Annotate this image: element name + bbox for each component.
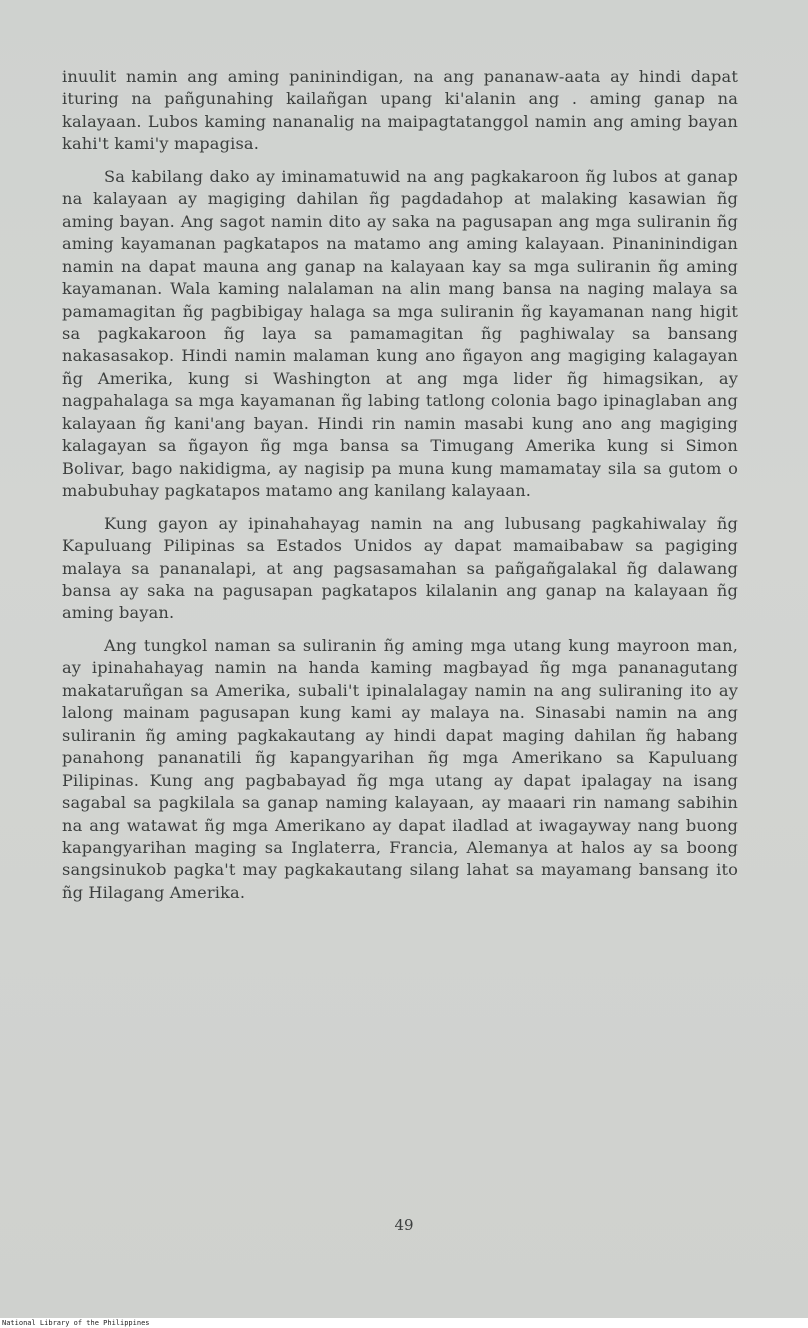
paragraph-2: Sa kabilang dako ay iminamatuwid na ang pagkakaroon ñg lubos at ganap na kalayaan ay magiging dahilan ñg pagdadahop at malaking kasawian ñg aming bayan. Ang sagot namin dito ay saka na pagusapan ang mga suliranin ñg aming kayamanan pagkatapos na matamo ang aming kalayaan. Pinaninindigan namin na dapat mauna ang ganap na kalayaan kay sa mga suliranin ñg aming kayamanan. Wala kaming nalalaman na alin mang bansa na naging malaya sa pamamagitan ñg pagbibigay halaga sa mga suliranin ñg kayamanan nang higit sa pagkakaroon ñg laya sa pamamagitan ñg paghiwalay sa bansang nakasasakop. Hindi namin malaman kung ano ñgayon ang magiging kalagayan ñg Amerika, kung si Washington at ang mga lider ñg himagsikan, ay nagpahalaga sa mga kayamanan ñg labing tatlong colonia bago ipinaglaban ang kalayaan ñg kani'ang bayan. Hindi rin namin masabi kung ano ang magiging kalagayan sa ñgayon ñg mga bansa sa Timugang Amerika kung si Simon Bolivar, bago nakidigma, ay nagisip pa muna kung mamamatay sila sa gutom o mabubuhay pagkatapos matamo ang kanilang kalayaan. bbox=[62, 166, 738, 501]
body-text bbox=[62, 66, 738, 904]
paragraph-3: Kung gayon ay ipinahahayag namin na ang lubusang pagkahiwalay ñg Kapuluang Pilipinas sa Estados Unidos ay dapat mamaibabaw sa pagiging malaya sa pananalapi, at ang pagsasamahan sa pañgañgalakal ñg dalawang bansa ay saka na pagusapan pagkatapos kilalanin ang ganap na kalayaan ñg aming bayan. bbox=[62, 513, 738, 623]
paragraph-4: Ang tungkol naman sa suliranin ñg aming mga utang kung mayroon man, ay ipinahahayag namin na handa kaming magbayad ñg mga pananagutang makataruñgan sa Amerika, subali't ipinalalagay namin na ang suliraning ito ay lalong mainam pagusapan kung kami ay malaya na. Sinasabi namin na ang suliranin ñg aming pagkakautang ay hindi dapat maging dahilan ñg habang panahong pananatili ñg kapangyarihan ñg mga Amerikano sa Kapuluang Pilipinas. Kung ang pagbabayad ñg mga utang ay dapat ipalagay na isang sagabal sa pagkilala sa ganap naming kalayaan, ay maaari rin namang sabihin na ang watawat ñg mga Amerikano ay dapat iladlad at iwagayway nang buong kapangyarihan maging sa Inglaterra, Francia, Alemanya at halos ay sa boong sangsinukob pagka't may pagkakautang silang lahat sa mayamang bansang ito ñg Hilagang Amerika. bbox=[62, 635, 738, 902]
footer-credit: National Library of the Philippines bbox=[2, 1319, 150, 1327]
page-number: 49 bbox=[394, 1216, 414, 1234]
paragraph-1: inuulit namin ang aming paninindigan, na ang pananaw-aata ay hindi dapat ituring na pañgunahing kailañgan upang ki'alanin ang . aming ganap na kalayaan. Lubos kaming nananalig na maipagtatanggol namin ang aming bayan kahi't kami'y mapagisa. bbox=[62, 67, 738, 154]
